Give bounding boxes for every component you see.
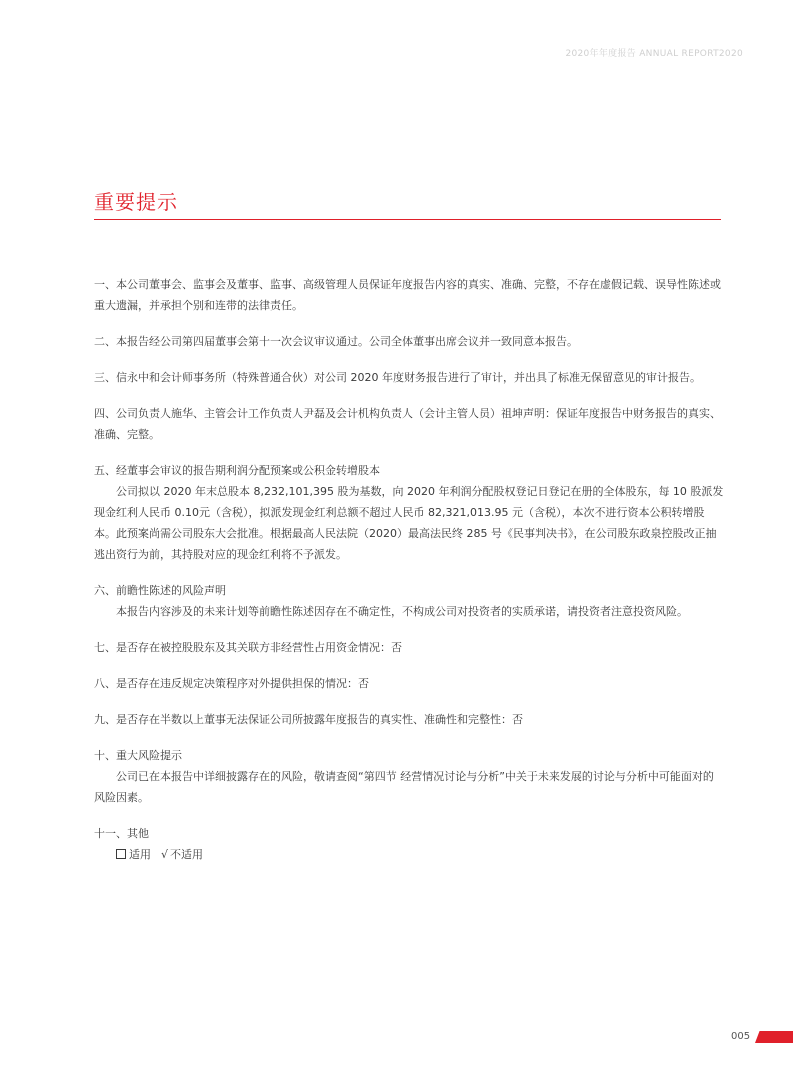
notice-item-2 bbox=[94, 331, 724, 352]
notice-item-6 bbox=[94, 580, 724, 622]
running-header: 2020年年度报告 ANNUAL REPORT2020 bbox=[565, 49, 743, 59]
page-number: 005 bbox=[731, 1031, 751, 1042]
check-mark-icon: √ bbox=[161, 848, 169, 861]
notice-text: 三、信永中和会计师事务所（特殊普通合伙）对公司 2020 年度财务报告进行了审计，并出具了标准无保留意见的审计报告。 bbox=[94, 371, 701, 384]
notice-item-1 bbox=[94, 274, 724, 316]
notice-item-7 bbox=[94, 637, 724, 658]
page-title: 重要提示 bbox=[94, 190, 178, 214]
applicability-options bbox=[94, 844, 724, 865]
notice-item-9 bbox=[94, 709, 724, 730]
notice-text: 八、是否存在违反规定决策程序对外提供担保的情况：否 bbox=[94, 677, 369, 690]
notice-heading: 十一、其他 bbox=[94, 827, 149, 840]
option-not-applicable: 不适用 bbox=[170, 848, 204, 861]
notice-text: 九、是否存在半数以上董事无法保证公司所披露年度报告的真实性、准确性和完整性：否 bbox=[94, 713, 523, 726]
notice-text: 四、公司负责人施华、主管会计工作负责人尹磊及会计机构负责人（会计主管人员）祖坤声明：保证年度报告中财务报告的真实、准确、完整。 bbox=[94, 407, 721, 441]
notice-item-3 bbox=[94, 367, 724, 388]
option-applicable: 适用 bbox=[129, 848, 151, 861]
notice-item-4 bbox=[94, 403, 724, 445]
notice-heading: 六、前瞻性陈述的风险声明 bbox=[94, 584, 226, 597]
notice-item-5 bbox=[94, 460, 724, 565]
empty-checkbox-icon bbox=[116, 849, 126, 859]
notice-text: 七、是否存在被控股股东及其关联方非经营性占用资金情况：否 bbox=[94, 641, 402, 654]
notice-heading: 五、经董事会审议的报告期利润分配预案或公积金转增股本 bbox=[94, 464, 380, 477]
notice-text: 二、本报告经公司第四届董事会第十一次会议审议通过。公司全体董事出席会议并一致同意本报告。 bbox=[94, 335, 578, 348]
footer-accent-bar bbox=[755, 1031, 793, 1043]
notice-text: 一、本公司董事会、监事会及董事、监事、高级管理人员保证年度报告内容的真实、准确、完整，不存在虚假记载、误导性陈述或重大遗漏，并承担个别和连带的法律责任。 bbox=[94, 278, 721, 312]
notice-item-8 bbox=[94, 673, 724, 694]
notice-item-10 bbox=[94, 745, 724, 808]
notice-body: 本报告内容涉及的未来计划等前瞻性陈述因存在不确定性，不构成公司对投资者的实质承诺，请投资者注意投资风险。 bbox=[116, 605, 688, 618]
notice-heading: 十、重大风险提示 bbox=[94, 749, 182, 762]
title-divider bbox=[94, 219, 721, 220]
notice-list bbox=[94, 274, 724, 880]
notice-item-11 bbox=[94, 823, 724, 865]
notice-body: 公司已在本报告中详细披露存在的风险，敬请查阅“第四节 经营情况讨论与分析”中关于未来发展的讨论与分析中可能面对的风险因素。 bbox=[94, 770, 714, 804]
notice-body: 公司拟以 2020 年末总股本 8,232,101,395 股为基数，向 2020 年利润分配股权登记日登记在册的全体股东，每 10 股派发现金红利人民币 0.10元（含税），拟派发现金红利总额不超过人民币 82,321,013.95 元（含税），本次不进行资本公积转增股本。此预案尚需公司股东大会批准。根据最高人民法院（2020）最高法民终 285 号《民事判决书》，在公司股东政泉控股改正抽逃出资行为前，其持股对应的现金红利将不予派发。 bbox=[94, 485, 724, 561]
